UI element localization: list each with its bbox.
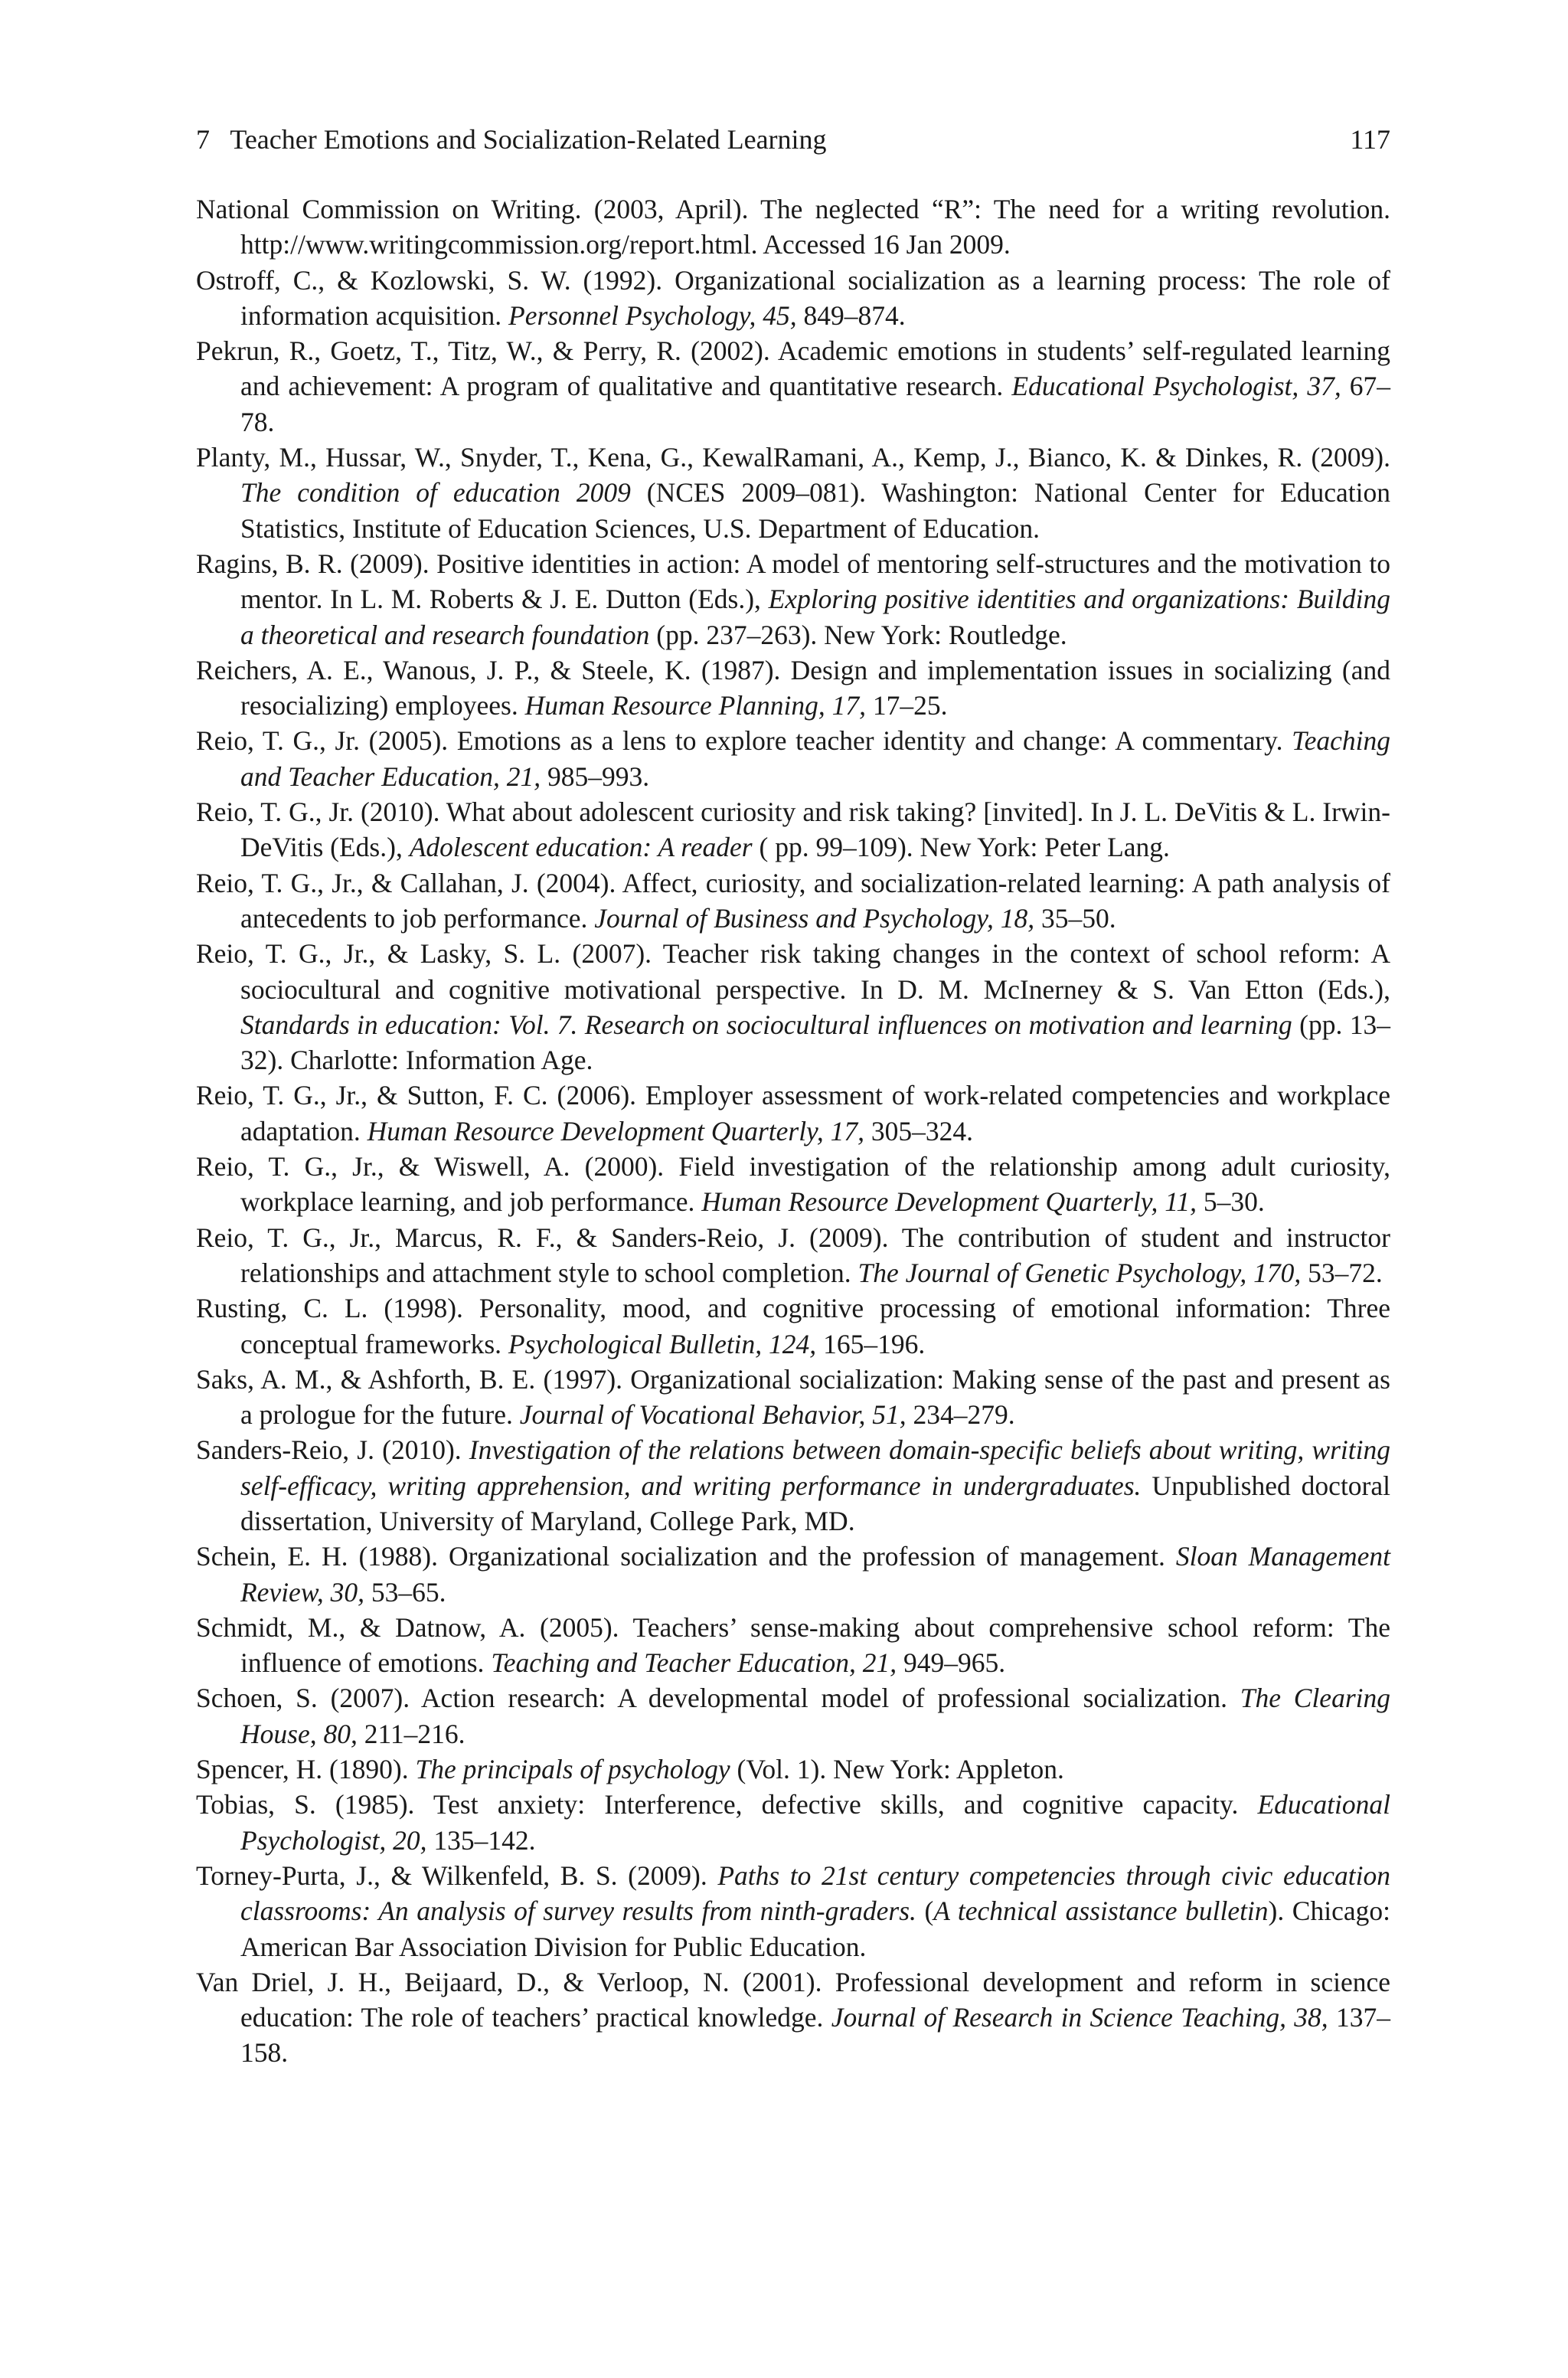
reference-text: 234–279. [906, 1399, 1015, 1431]
reference-text: (NCES 2009–081). Washington: National Center for Education Statistics, Institute of Education Sciences, U.S. Department of Education. [240, 477, 1390, 544]
reference-text: 165–196. [816, 1328, 926, 1359]
reference-text: National Commission on Writing. (2003, April). The neglected “R”: The need for a writing revolution. http://www.writingcommission.org/report.html. Accessed 16 Jan 2009. [196, 194, 1390, 260]
page-number: 117 [1350, 124, 1390, 155]
reference-italic-text: Journal of Research in Science Teaching, 38, [831, 2002, 1328, 2033]
reference-italic-text: Human Resource Development Quarterly, 11, [701, 1186, 1197, 1218]
reference-text: 137–158. [240, 2002, 1390, 2069]
reference-italic-text: Sloan Management Review, 30, [240, 1541, 1390, 1608]
reference-text: (pp. 237–263). New York: Routledge. [649, 619, 1067, 650]
reference-italic-text: Exploring positive identities and organizations: Building a theoretical and research foundation [240, 584, 1390, 650]
reference-text: Tobias, S. (1985). Test anxiety: Interference, defective skills, and cognitive capacity. [196, 1789, 1258, 1820]
reference-italic-text: The Journal of Genetic Psychology, 170, [858, 1257, 1302, 1288]
reference-italic-text: Teaching and Teacher Education, 21, [491, 1647, 897, 1679]
reference-italic-text: Human Resource Development Quarterly, 17, [367, 1115, 864, 1146]
reference-entry [196, 333, 1390, 440]
reference-text: 17–25. [865, 690, 948, 721]
reference-text: 211–216. [357, 1718, 466, 1749]
reference-text: Spencer, H. (1890). [196, 1754, 416, 1785]
reference-text: Reio, T. G., Jr. (2010). What about adolescent curiosity and risk taking? [invited]. In J. L. DeVitis & L. Irwin-DeVitis (Eds.), [196, 796, 1390, 863]
reference-text: Reio, T. G., Jr., & Callahan, J. (2004). Affect, curiosity, and socialization-related learning: A path analysis of antecedents to job performance. [196, 867, 1390, 934]
reference-entry [196, 1539, 1390, 1610]
reference-italic-text: Journal of Vocational Behavior, 51, [519, 1399, 906, 1431]
reference-italic-text: Educational Psychologist, 37, [1011, 371, 1341, 402]
reference-text: 67–78. [240, 371, 1391, 437]
reference-text: 135–142. [426, 1824, 536, 1856]
reference-italic-text: Teaching and Teacher Education, 21, [240, 725, 1390, 792]
running-head [196, 123, 1390, 156]
reference-text: Reio, T. G., Jr., Marcus, R. F., & Sanders-Reio, J. (2009). The contribution of student and instructor relationships and attachment style to school completion. [196, 1222, 1390, 1288]
reference-entry [196, 1680, 1390, 1752]
reference-text: 949–965. [897, 1647, 1006, 1679]
reference-text: Rusting, C. L. (1998). Personality, mood, and cognitive processing of emotional information: Three conceptual frameworks. [196, 1293, 1390, 1359]
reference-entry [196, 1078, 1390, 1149]
reference-text: Ragins, B. R. (2009). Positive identities in action: A model of mentoring self-structures and the motivation to mentor. In L. M. Roberts & J. E. Dutton (Eds.), [196, 548, 1390, 615]
reference-text: Reio, T. G., Jr., & Sutton, F. C. (2006). Employer assessment of work-related competencies and workplace adaptation. [196, 1080, 1390, 1146]
reference-italic-text: Human Resource Planning, 17, [524, 690, 866, 721]
reference-italic-text: Educational Psychologist, 20, [240, 1789, 1390, 1856]
reference-text: 53–72. [1301, 1257, 1383, 1288]
reference-italic-text: Journal of Business and Psychology, 18, [594, 902, 1035, 934]
reference-entry [196, 865, 1390, 937]
reference-text: Schein, E. H. (1988). Organizational socialization and the profession of management. [196, 1541, 1176, 1572]
reference-entry [196, 1610, 1390, 1681]
reference-text: 53–65. [364, 1576, 446, 1608]
reference-entry [196, 1964, 1390, 2071]
reference-text: Pekrun, R., Goetz, T., Titz, W., & Perry, R. (2002). Academic emotions in students’ self-regulated learning and achievement: A program of qualitative and quantitative research. [196, 335, 1390, 402]
reference-text: ). Chicago: American Bar Association Division for Public Education. [240, 1896, 1390, 1962]
reference-text: Sanders-Reio, J. (2010). [196, 1434, 469, 1466]
reference-entry [196, 1432, 1390, 1539]
reference-entry [196, 723, 1390, 794]
reference-text: Reichers, A. E., Wanous, J. P., & Steele, K. (1987). Design and implementation issues in socializing (and resocializing) employees. [196, 654, 1390, 721]
reference-text: (pp. 13–32). Charlotte: Information Age. [240, 1009, 1390, 1076]
reference-text: 985–993. [541, 761, 650, 792]
reference-entry [196, 1220, 1390, 1291]
reference-text: Reio, T. G., Jr., & Wiswell, A. (2000). Field investigation of the relationship among adult curiosity, workplace learning, and job performance. [196, 1151, 1390, 1218]
page [196, 123, 1390, 2071]
reference-entry [196, 794, 1390, 865]
reference-text: Torney-Purta, J., & Wilkenfeld, B. S. (2009). [196, 1860, 718, 1891]
reference-entry [196, 1787, 1390, 1858]
reference-text: 5–30. [1197, 1186, 1265, 1218]
reference-italic-text: Standards in education: Vol. 7. Research on sociocultural influences on motivation and learning [240, 1009, 1292, 1040]
reference-entry [196, 263, 1390, 334]
reference-text: Van Driel, J. H., Beijaard, D., & Verloop, N. (2001). Professional development and reform in science education: The role of teachers’ practical knowledge. [196, 1966, 1390, 2033]
reference-italic-text: Personnel Psychology, 45, [508, 299, 797, 331]
reference-italic-text: The Clearing House, 80, [240, 1683, 1390, 1749]
reference-italic-text: The principals of psychology [415, 1754, 730, 1785]
reference-entry [196, 653, 1390, 724]
reference-entry [196, 936, 1390, 1078]
reference-entry [196, 546, 1390, 653]
reference-text: Schmidt, M., & Datnow, A. (2005). Teachers’ sense-making about comprehensive school reform: The influence of emotions. [196, 1611, 1390, 1679]
reference-italic-text: The condition of education 2009 [240, 477, 631, 509]
reference-text: 849–874. [796, 299, 906, 331]
reference-entry [196, 440, 1390, 546]
reference-text: Planty, M., Hussar, W., Snyder, T., Kena, G., KewalRamani, A., Kemp, J., Bianco, K. & Dinkes, R. (2009). [196, 442, 1390, 473]
reference-text: Schoen, S. (2007). Action research: A developmental model of professional socialization. [196, 1683, 1240, 1714]
reference-entry [196, 1752, 1390, 1787]
reference-entry [196, 1362, 1390, 1433]
reference-text: ( pp. 99–109). New York: Peter Lang. [752, 832, 1170, 863]
reference-italic-text: A technical assistance bulletin [933, 1896, 1269, 1927]
reference-entry [196, 1290, 1390, 1362]
reference-entry [196, 1858, 1390, 1964]
reference-text: (Vol. 1). New York: Appleton. [730, 1754, 1064, 1785]
reference-italic-text: Psychological Bulletin, 124, [508, 1328, 817, 1359]
reference-entry [196, 191, 1390, 263]
reference-text: Saks, A. M., & Ashforth, B. E. (1997). Organizational socialization: Making sense of the past and present as a prologue for the future. [196, 1363, 1390, 1431]
reference-entry [196, 1149, 1390, 1220]
reference-text: Unpublished doctoral dissertation, University of Maryland, College Park, MD. [240, 1470, 1390, 1536]
reference-text: Reio, T. G., Jr. (2005). Emotions as a lens to explore teacher identity and change: A commentary. [196, 725, 1292, 757]
reference-list [196, 191, 1390, 2071]
reference-italic-text: Investigation of the relations between domain-specific beliefs about writing, writing self-efficacy, writing apprehension, and writing performance in undergraduates. [240, 1434, 1390, 1501]
reference-text: 35–50. [1034, 902, 1116, 934]
chapter-title: 7 Teacher Emotions and Socialization-Related Learning [196, 124, 827, 155]
reference-italic-text: Adolescent education: A reader [409, 832, 753, 863]
reference-text: Ostroff, C., & Kozlowski, S. W. (1992). Organizational socialization as a learning process: The role of information acquisition. [196, 264, 1390, 331]
reference-text: ( [916, 1896, 934, 1927]
reference-italic-text: Paths to 21st century competencies through civic education classrooms: An analysis of survey results from ninth-graders. [240, 1860, 1390, 1927]
reference-text: 305–324. [864, 1115, 973, 1146]
reference-text: Reio, T. G., Jr., & Lasky, S. L. (2007). Teacher risk taking changes in the context of school reform: A sociocultural and cognitive motivational perspective. In D. M. McInerney & S. Van Etton (Eds.), [196, 938, 1390, 1005]
